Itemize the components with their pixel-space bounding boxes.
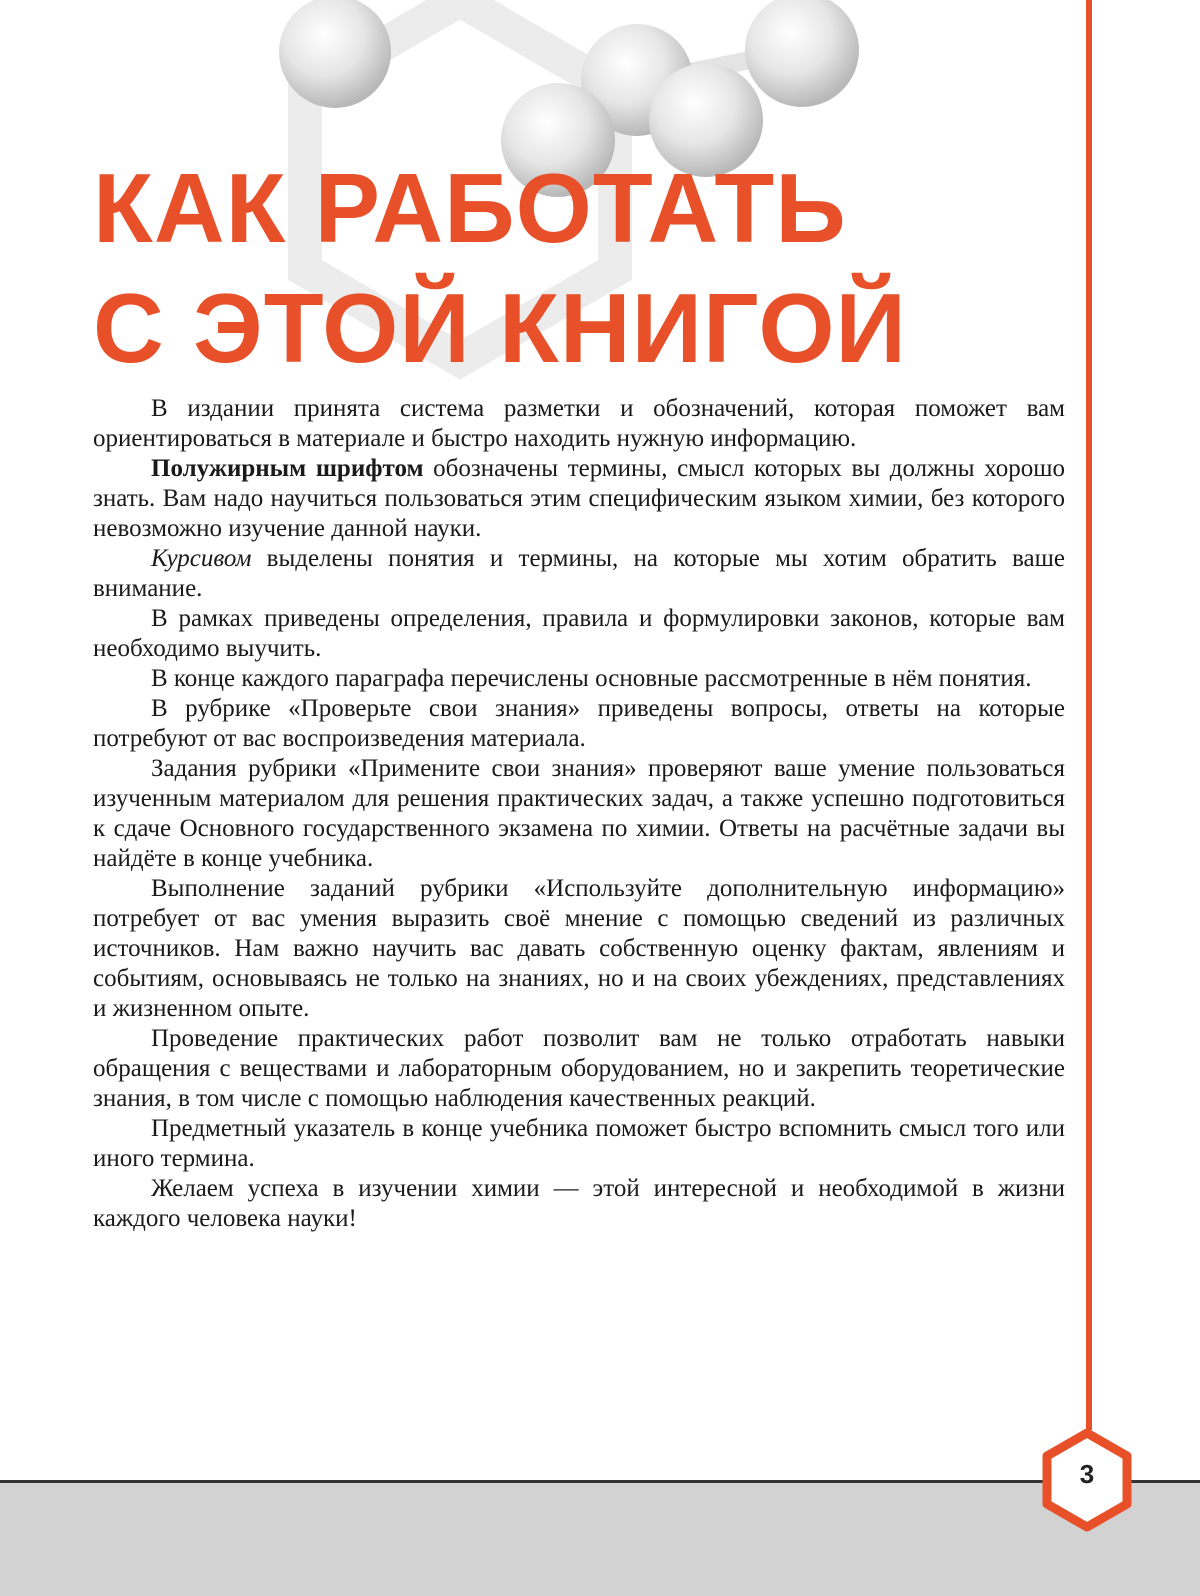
title-line-1: КАК РАБОТАТЬ: [93, 153, 847, 263]
page-number: 3: [1079, 1459, 1095, 1489]
paragraph: Предметный указатель в конце учебника поможет быстро вспомнить смысл того или иного термина.: [93, 1115, 1065, 1172]
molecule-sphere: [745, 0, 859, 107]
paragraph: Задания рубрики «Примените свои знания» проверяют ваше умение пользоваться изученным материалом для решения практических задач, а также успешно подготовиться к сдаче Основного государственного экзамена по химии. Ответы на расчётные задачи вы найдёте в конце учебника.: [93, 755, 1065, 872]
body-text: [93, 394, 1065, 1234]
bold-term: Полужирным шрифтом: [151, 455, 424, 482]
molecule-sphere: [279, 0, 391, 108]
paragraph: Проведение практических работ позволит вам не только отработать навыки обращения с веществами и лабораторным оборудованием, но и закрепить теоретические знания, в том числе с помощью наблюдения качественных реакций.: [93, 1025, 1065, 1112]
paragraph: Курсивом выделены понятия и термины, на которые мы хотим обратить ваше внимание.: [93, 545, 1065, 602]
paragraph: Желаем успеха в изучении химии — этой интересной и необходимой в жизни каждого человека науки!: [93, 1175, 1065, 1232]
paragraph: В издании принята система разметки и обозначений, которая поможет вам ориентироваться в материале и быстро находить нужную информацию.: [93, 395, 1065, 452]
paragraph: В рубрике «Проверьте свои знания» приведены вопросы, ответы на которые потребуют от вас воспроизведения материала.: [93, 695, 1065, 752]
italic-term: Курсивом: [151, 545, 252, 572]
paragraph: В рамках приведены определения, правила и формулировки законов, которые вам необходимо выучить.: [93, 605, 1065, 662]
paragraph: Полужирным шрифтом обозначены термины, смысл которых вы должны хорошо знать. Вам надо научиться пользоваться этим специфическим языком химии, без которого невозможно изучение данной науки.: [93, 455, 1066, 542]
paragraph: Выполнение заданий рубрики «Используйте дополнительную информацию» потребует от вас умения выразить своё мнение с помощью сведений из различных источников. Нам важно научить вас давать собственную оценку фактам, явлениям и событиям, основываясь не только на знаниях, но и на своих убеждениях, представлениях и жизненном опыте.: [93, 875, 1065, 1022]
page-title: [93, 148, 907, 388]
paragraph: В конце каждого параграфа перечислены основные рассмотренные в нём понятия.: [151, 665, 1032, 692]
footer-band: [0, 1483, 1200, 1596]
vertical-accent-rule: [1086, 0, 1092, 1430]
title-line-2: С ЭТОЙ КНИГОЙ: [93, 273, 907, 383]
